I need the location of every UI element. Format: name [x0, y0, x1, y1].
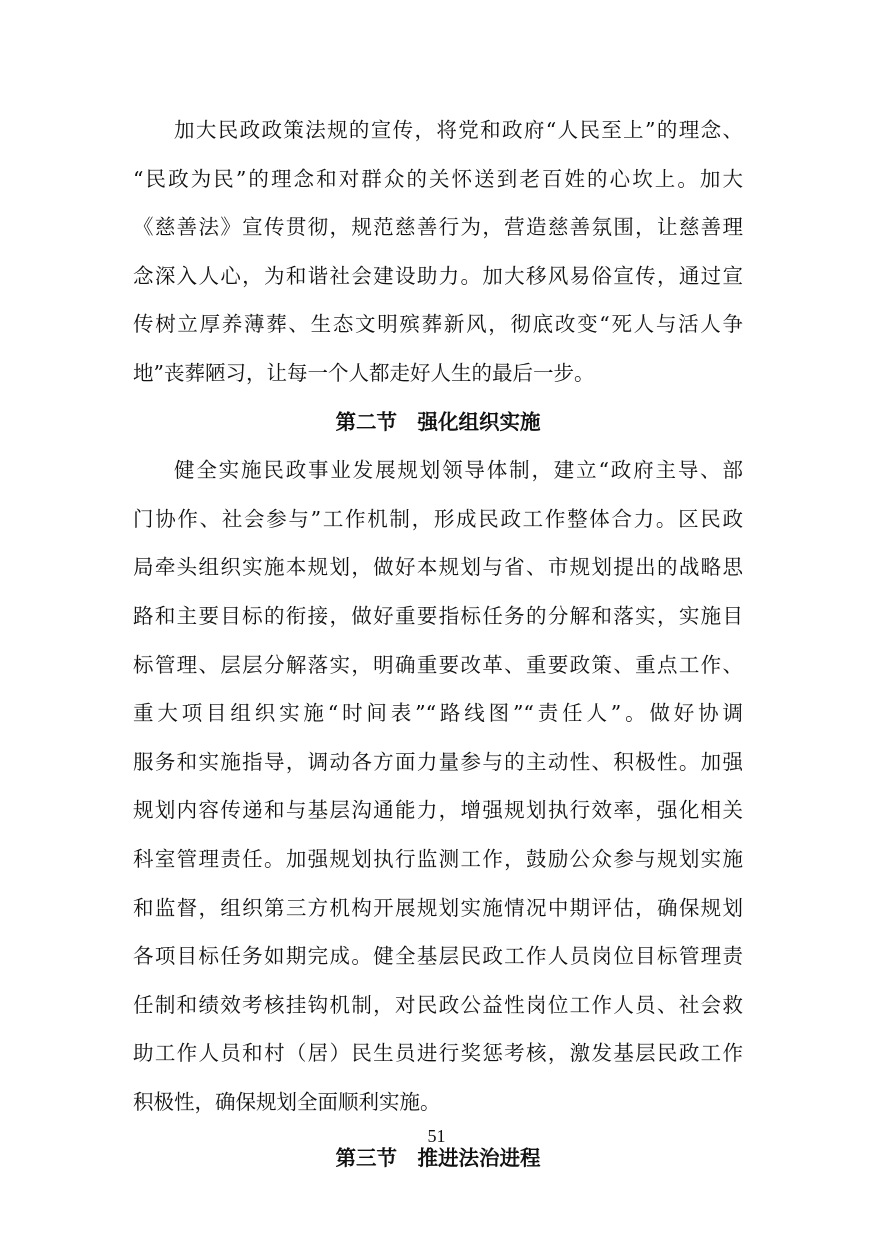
text-line: 积极性，确保规划全面顺利实施。	[133, 1089, 441, 1114]
text-line: “民政为民”的理念和对群众的关怀送到老百姓的心坎上。加大	[133, 166, 743, 191]
paragraph-policy-publicity	[133, 106, 743, 398]
text-line: 和监督，组织第三方机构开展规划实施情况中期评估，确保规划	[133, 895, 743, 920]
text-line: 传树立厚养薄葬、生态文明殡葬新风，彻底改变“死人与活人争	[133, 312, 743, 337]
text-line: 路和主要目标的衔接，做好重要指标任务的分解和落实，实施目	[133, 603, 743, 628]
text-line: 科室管理责任。加强规划执行监测工作，鼓励公众参与规划实施	[133, 846, 743, 871]
text-line: 加大民政政策法规的宣传，将党和政府“人民至上”的理念、	[174, 118, 743, 142]
text-line: 《慈善法》宣传贯彻，规范慈善行为，营造慈善氛围，让慈善理	[133, 215, 743, 240]
text-line: 助工作人员和村（居）民生员进行奖惩考核，激发基层民政工作	[133, 1041, 743, 1066]
document-body	[133, 106, 743, 1183]
section-heading-organization: 第二节 强化组织实施	[335, 409, 541, 434]
text-line: 服务和实施指导，调动各方面力量参与的主动性、积极性。加强	[133, 749, 743, 774]
page-number: 51	[427, 1126, 446, 1146]
text-line: 门协作、社会参与”工作机制，形成民政工作整体合力。区民政	[133, 506, 743, 531]
section-heading-rule-of-law: 第三节 推进法治进程	[335, 1146, 541, 1171]
text-line: 地”丧葬陋习，让每一个人都走好人生的最后一步。	[133, 360, 595, 385]
text-line: 重大项目组织实施“时间表”“路线图”“责任人”。做好协调	[133, 701, 743, 726]
text-line: 念深入人心，为和谐社会建设助力。加大移风易俗宣传，通过宣	[133, 263, 743, 288]
text-line: 规划内容传递和与基层沟通能力，增强规划执行效率，强化相关	[133, 798, 743, 823]
text-line: 局牵头组织实施本规划，做好本规划与省、市规划提出的战略思	[133, 555, 743, 580]
text-line: 各项目标任务如期完成。健全基层民政工作人员岗位目标管理责	[133, 944, 743, 969]
paragraph-organization-implementation	[133, 446, 743, 1126]
text-line: 标管理、层层分解落实，明确重要改革、重要政策、重点工作、	[133, 652, 743, 677]
text-line: 健全实施民政事业发展规划领导体制，建立“政府主导、部	[174, 458, 743, 483]
text-line: 任制和绩效考核挂钩机制，对民政公益性岗位工作人员、社会救	[133, 992, 743, 1017]
